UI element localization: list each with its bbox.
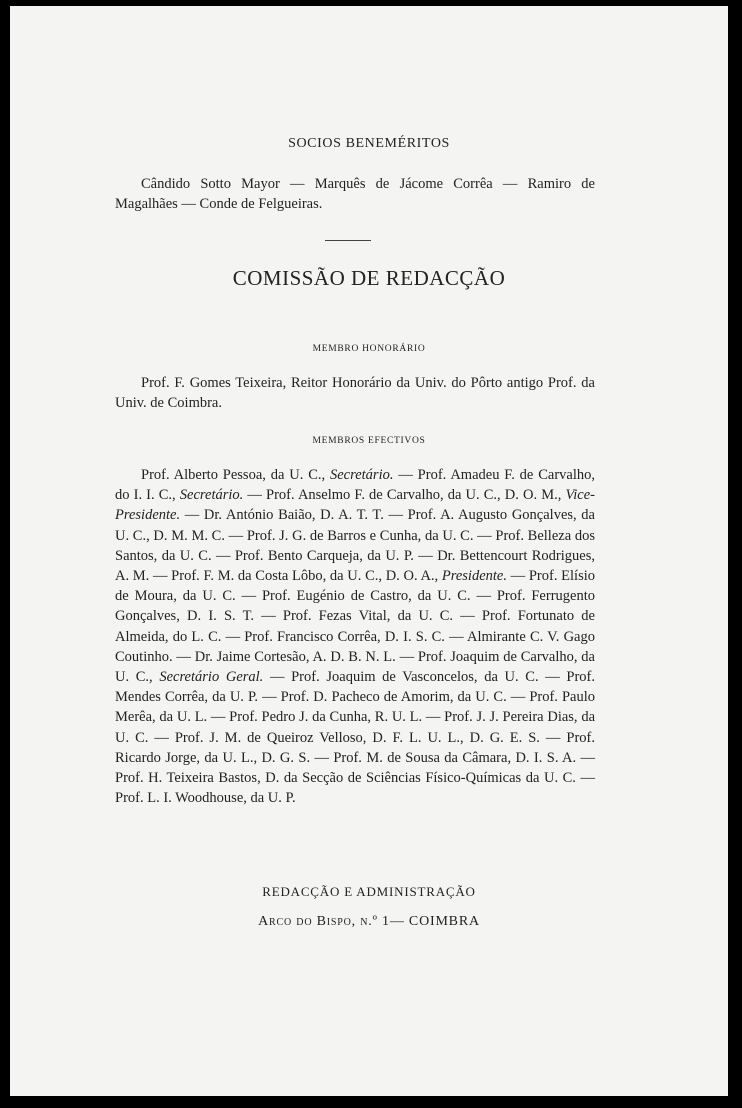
efectivos-heading: MEMBROS EFECTIVOS bbox=[312, 436, 426, 446]
efectivos-segment: — Prof. Anselmo F. de Carvalho, da U. C., D. O. M., bbox=[243, 487, 566, 504]
efectivos-segment: — Dr. António Baião, D. A. T. T. — Prof. A. Augusto Gonçalves, da U. C., D. M. M. C. — Prof. J. G. de Barros e Cunha, da U. C. — Prof. Belleza dos Santos, da U. C. — Prof. Bento Carqueja, da U. P. — Dr. Bettencourt Rodrigues, A. M. — Prof. F. M. da Costa Lôbo, da U. C., D. O. A., bbox=[115, 507, 595, 585]
socios-paragraph: Cândido Sotto Mayor — Marquês de Jácome Corrêa — Ramiro de Magalhães — Conde de Felgueiras. bbox=[115, 176, 595, 213]
socios-text bbox=[115, 174, 595, 214]
role-secretario: Secretário. bbox=[179, 487, 244, 504]
honorario-text bbox=[115, 373, 595, 413]
footer-heading: REDACÇÃO E ADMINISTRAÇÃO bbox=[262, 884, 476, 899]
honorario-paragraph: Prof. F. Gomes Teixeira, Reitor Honorário da Univ. do Pôrto antigo Prof. da Univ. de Coimbra. bbox=[115, 375, 595, 412]
role-secretario: Secretário. bbox=[329, 467, 394, 483]
socios-heading: SOCIOS BENEMÉRITOS bbox=[288, 136, 450, 151]
role-vice-presidente: Vice-Presidente. bbox=[115, 487, 595, 524]
address-place: Arco do Bispo, bbox=[258, 914, 356, 929]
role-secretario-geral: Secretário Geral. bbox=[159, 669, 264, 686]
address-city: — COIMBRA bbox=[389, 914, 480, 929]
efectivos-text bbox=[115, 465, 595, 808]
address-number: n.º 1 bbox=[360, 914, 390, 929]
efectivos-segment: — Prof. Joaquim de Vasconcelos, da U. C. — Prof. Mendes Corrêa, da U. P. — Prof. D. Pacheco de Amorim, da U. C. — Prof. Paulo Merêa, da U. L. — Prof. Pedro J. da Cunha, R. U. L. — Prof. J. J. Pereira Dias, da U. C. — Prof. J. M. de Queiroz Velloso, D. F. L. U. L., D. G. E. S. — Prof. Ricardo Jorge, da U. L., D. G. S. — Prof. M. de Sousa da Câmara, D. I. S. A. — Prof. H. Teixeira Bastos, D. da Secção de Sciências Físico-Químicas da U. C. — Prof. L. I. Woodhouse, da U. P. bbox=[115, 669, 595, 807]
comissao-title: COMISSÃO DE REDACÇÃO bbox=[232, 266, 506, 290]
section-divider bbox=[325, 240, 371, 241]
role-presidente: Presidente. bbox=[441, 568, 507, 585]
efectivos-segment: — Prof. Amadeu F. de Carvalho, do I. I. C., bbox=[115, 467, 595, 504]
efectivos-segment: Prof. Alberto Pessoa, da U. C., bbox=[141, 467, 330, 483]
footer-address bbox=[10, 914, 728, 930]
honorario-heading: MEMBRO HONORÁRIO bbox=[312, 344, 426, 354]
document-page bbox=[10, 6, 728, 1096]
efectivos-segment: — Prof. Elísio de Moura, da U. C. — Prof. Eugénio de Castro, da U. C. — Prof. Ferrugento Gonçalves, D. I. S. T. — Prof. Fezas Vital, da U. C. — Prof. Fortunato de Almeida, do L. C. — Prof. Francisco Corrêa, D. I. S. C. — Almirante C. V. Gago Coutinho. — Dr. Jaime Cortesão, A. D. B. N. L. — Prof. Joaquim de Carvalho, da U. C., bbox=[115, 568, 595, 686]
efectivos-paragraph bbox=[115, 465, 595, 808]
